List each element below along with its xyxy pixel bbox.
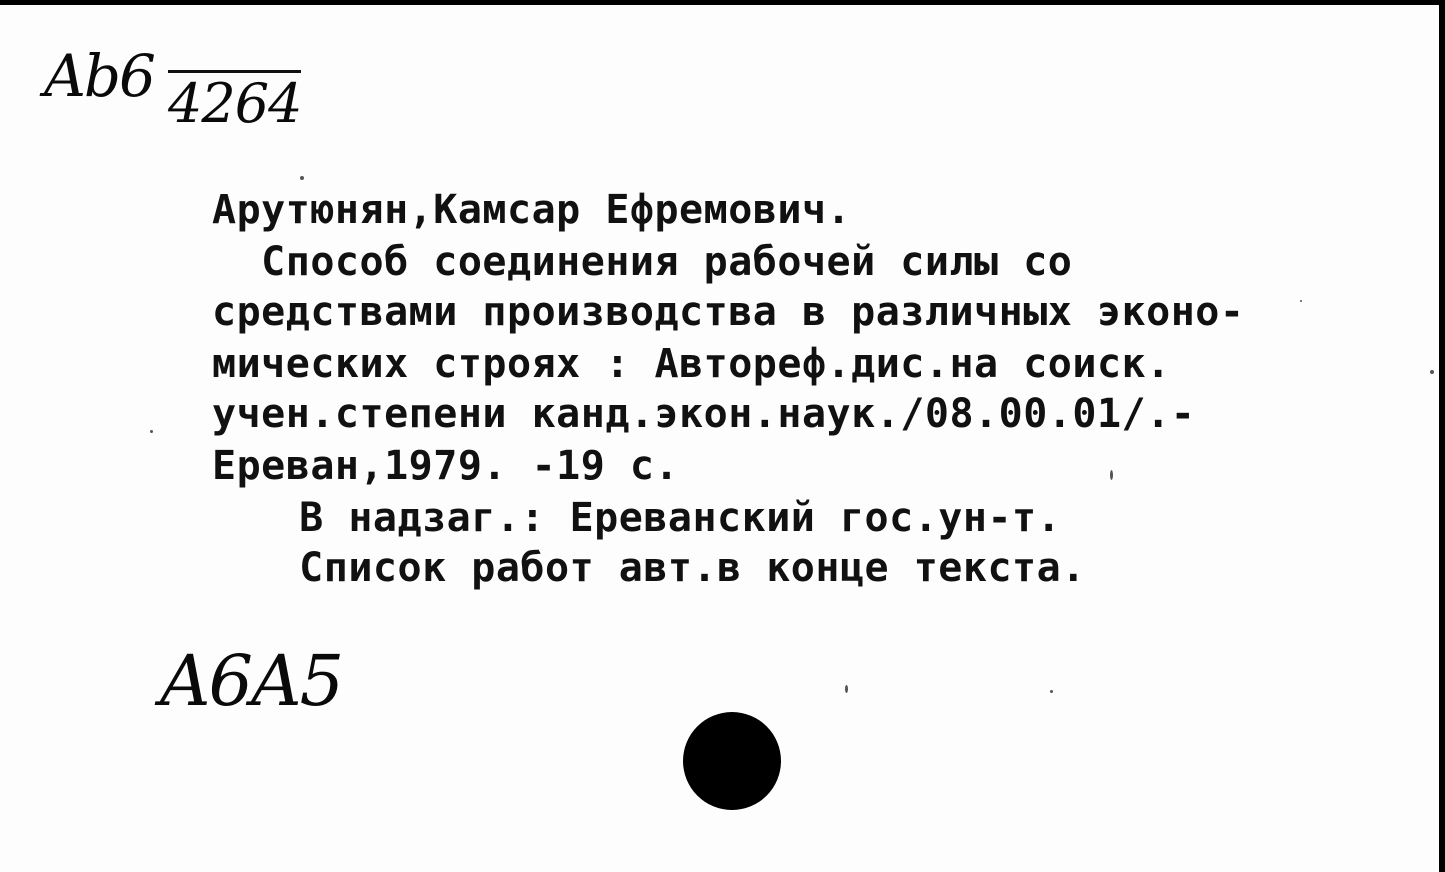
title-line: Ереван,1979. -19 с. [212,443,680,489]
call-number: 4264 [168,72,302,135]
title-line: учен.степени канд.экон.наук./08.00.01/.- [212,391,1196,437]
scan-speck [300,176,304,180]
scan-speck [1110,470,1113,480]
punch-hole [683,712,781,810]
card-top-edge [0,0,1445,5]
title-line: мических строях : Автореф.дис.на соиск. [212,341,1171,387]
title-line: Способ соединения рабочей силы со [212,239,1073,285]
scan-speck [1050,690,1053,693]
title-line: средствами производства в различных эконо- [212,289,1245,335]
note-line: Список работ авт.в конце текста. [250,545,1086,591]
call-number-prefix: Ab6 [44,42,154,110]
scan-speck [150,430,153,433]
author-line: Арутюнян,Камсар Ефремович. [212,187,852,233]
scan-speck [1300,300,1302,302]
scan-speck [845,685,848,693]
shelf-mark: A6A5 [160,640,343,722]
note-line: В надзаг.: Ереванский гос.ун-т. [250,495,1062,541]
scan-speck [1430,370,1434,374]
card-right-edge [1439,0,1445,872]
